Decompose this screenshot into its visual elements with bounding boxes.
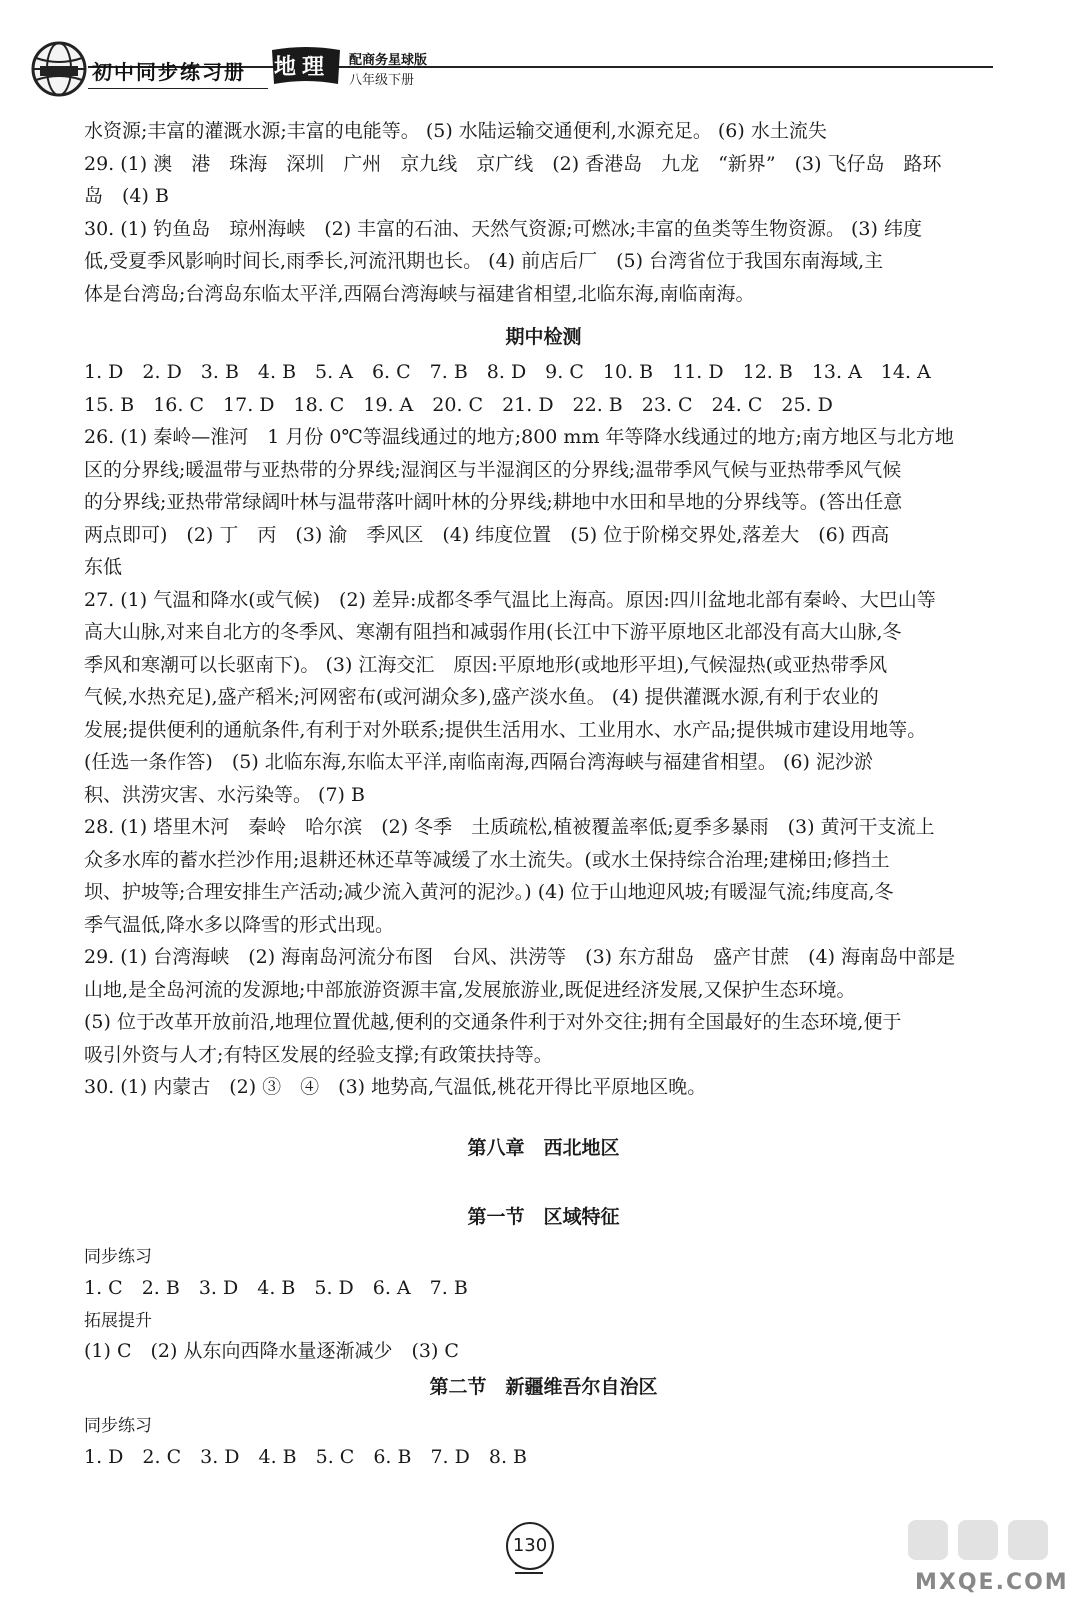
answer-line: 体是台湾岛;台湾岛东临太平洋,西隔台湾海峡与福建省相望,北临东海,南临南海。: [84, 282, 755, 305]
page-header: [0, 0, 1087, 100]
answer-line: 高大山脉,对来自北方的冬季风、寒潮有阻挡和减弱作用(长江中下游平原地区北部没有高大山脉,冬: [84, 621, 902, 643]
globe-logo-icon: [30, 40, 88, 98]
answer-line: 东低: [84, 556, 123, 578]
answer-line: 26. (1) 秦岭—淮河 1 月份 0℃等温线通过的地方;800 mm 年等降水线通过的地方;南方地区与北方地: [84, 426, 954, 448]
section1-extension-answers: (1) C (2) 从东向西降水量逐渐减少 (3) C: [84, 1340, 459, 1362]
answer-line: 众多水库的蓄水拦沙作用;退耕还林还草等减缓了水土流失。(或水土保持综合治理;建梯田;修挡土: [84, 848, 890, 871]
answer-line: 岛 (4) B: [84, 185, 169, 207]
section1-sync-label: 同步练习: [84, 1247, 152, 1267]
section2-sync-answers: 1. D 2. C 3. D 4. B 5. C 6. B 7. D 8. B: [84, 1446, 528, 1468]
header-rule-lower: [88, 88, 268, 89]
answer-line: 27. (1) 气温和降水(或气候) (2) 差异:成都冬季气温比上海高。原因:四川盆地北部有秦岭、大巴山等: [84, 588, 936, 611]
answer-line: 气候,水热充足),盛产稻米;河网密布(或河湖众多),盛产淡水鱼。 (4) 提供灌溉水源,有利于农业的: [84, 686, 879, 708]
answer-line: 的分界线;亚热带常绿阔叶林与温带落叶阔叶林的分界线;耕地中水田和旱地的分界线等。(答出任意: [84, 491, 903, 513]
answer-line: 发展;提供便利的通航条件,有利于对外联系;提供生活用水、工业用水、水产品;提供城市建设用地等。: [84, 718, 927, 741]
midterm-answers: [84, 356, 994, 1104]
answer-line: 水资源;丰富的灌溉水源;丰富的电能等。 (5) 水陆运输交通便利,水源充足。 (6) 水土流失: [84, 120, 827, 142]
answer-line: (任选一条作答) (5) 北临东海,东临太平洋,南临南海,西隔台湾海峡与福建省相望。 (6) 泥沙淤: [84, 751, 873, 773]
answer-line: 1. D 2. D 3. B 4. B 5. A 6. C 7. B 8. D 9. C 10. B 11. D 12. B 13. A 14. A: [84, 361, 931, 383]
answer-line: 季风和寒潮可以长驱南下)。 (3) 江海交汇 原因:平原地形(或地形平坦),气候湿热(或亚热带季风: [84, 653, 888, 676]
subject-title: 地理: [274, 55, 331, 80]
answer-line: 15. B 16. C 17. D 18. C 19. A 20. C 21. D 22. B 23. C 24. C 25. D: [84, 393, 833, 416]
series-title: 初中同步练习册: [92, 60, 246, 84]
answer-line: 29. (1) 澳 港 珠海 深圳 广州 京九线 京广线 (2) 香港岛 九龙 “新界” (3) 飞仔岛 路环: [84, 152, 942, 175]
answer-line: 30. (1) 内蒙古 (2) ③ ④ (3) 地势高,气温低,桃花开得比平原地区晚。: [84, 1076, 707, 1098]
page-number-stand-icon: [515, 1566, 543, 1574]
section1-heading: 第一节 区域特征: [467, 1206, 620, 1228]
answer-line: 积、洪涝灾害、水污染等。 (7) B: [84, 783, 365, 806]
page-number: 130: [506, 1522, 554, 1570]
answer-line: 28. (1) 塔里木河 秦岭 哈尔滨 (2) 冬季 土质疏松,植被覆盖率低;夏季多暴雨 (3) 黄河干支流上: [84, 816, 935, 838]
continued-answers: [84, 115, 994, 310]
answer-line: 季气温低,降水多以降雪的形式出现。: [84, 913, 395, 936]
answer-line: 两点即可) (2) 丁 丙 (3) 渝 季风区 (4) 纬度位置 (5) 位于阶梯交界处,落差大 (6) 西高: [84, 523, 890, 546]
edition-label: 配商务星球版: [349, 53, 428, 68]
answer-line: 坝、护坡等;合理安排生产活动;减少流入黄河的泥沙。) (4) 位于山地迎风坡;有暖湿气流;纬度高,冬: [84, 881, 894, 903]
answer-line: 山地,是全岛河流的发源地;中部旅游资源丰富,发展旅游业,既促进经济发展,又保护生态环境。: [84, 978, 856, 1001]
watermark-text: MXQE.COM: [915, 1570, 1069, 1595]
section2-sync-label: 同步练习: [84, 1416, 152, 1436]
grade-label: 八年级下册: [349, 73, 415, 88]
answer-line: (5) 位于改革开放前沿,地理位置优越,便利的交通条件利于对外交往;拥有全国最好的生态环境,便于: [84, 1011, 902, 1033]
answer-line: 吸引外资与人才;有特区发展的经验支撑;有政策扶持等。: [84, 1043, 553, 1066]
section1-extension-label: 拓展提升: [84, 1311, 152, 1331]
section1-sync-answers: 1. C 2. B 3. D 4. B 5. D 6. A 7. B: [84, 1277, 468, 1299]
answer-line: 区的分界线;暖温带与亚热带的分界线;湿润区与半湿润区的分界线;温带季风气候与亚热带季风气候: [84, 458, 902, 481]
section2-heading: 第二节 新疆维吾尔自治区: [429, 1376, 658, 1398]
answer-line: 29. (1) 台湾海峡 (2) 海南岛河流分布图 台风、洪涝等 (3) 东方甜岛 盛产甘蔗 (4) 海南岛中部是: [84, 946, 956, 968]
answer-line: 低,受夏季风影响时间长,雨季长,河流汛期也长。 (4) 前店后厂 (5) 台湾省位于我国东南海域,主: [84, 250, 884, 272]
midterm-heading: 期中检测: [505, 326, 582, 348]
chapter-heading: 第八章 西北地区: [467, 1137, 620, 1159]
answer-line: 30. (1) 钓鱼岛 琼州海峡 (2) 丰富的石油、天然气资源;可燃冰;丰富的鱼类等生物资源。 (3) 纬度: [84, 217, 922, 240]
